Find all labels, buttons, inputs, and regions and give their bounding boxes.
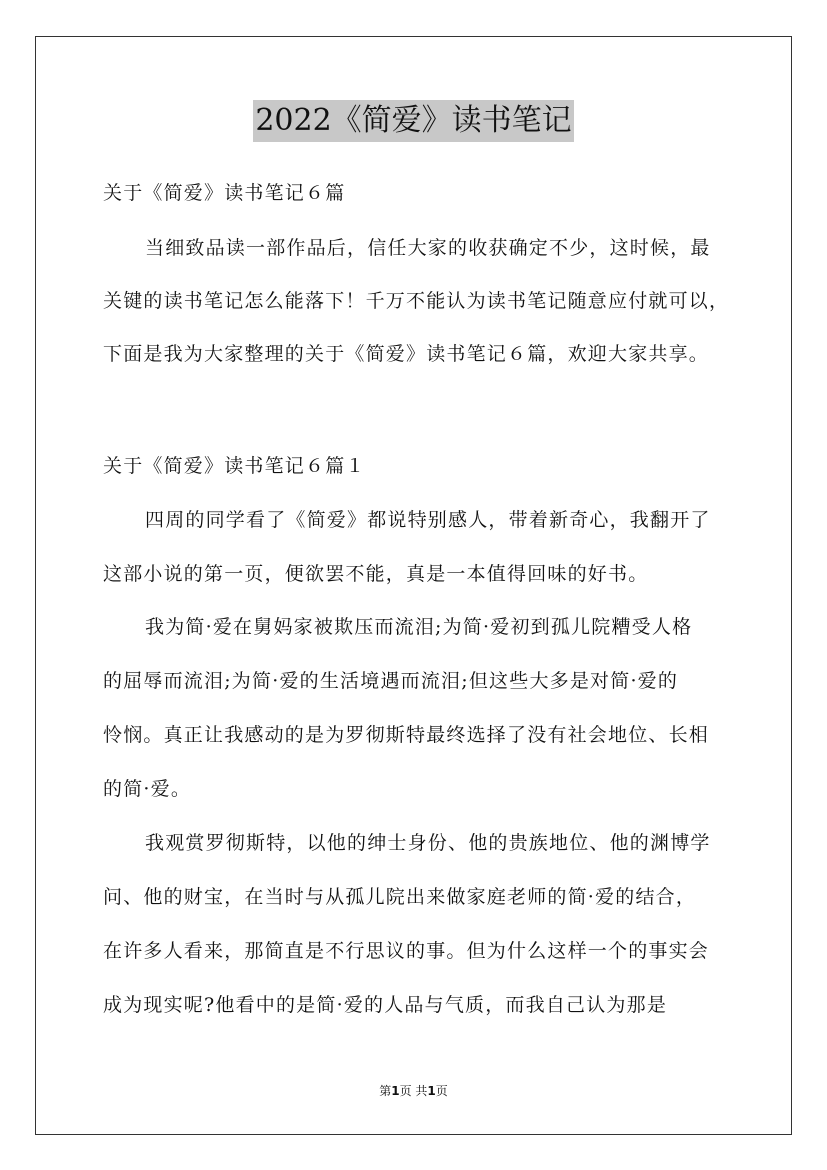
footer-page-mid: 页 共 — [399, 1084, 428, 1098]
paragraph-line: 当细致品读一部作品后，信任大家的收获确定不少，这时候，最 — [145, 237, 711, 259]
footer-page-total: 1 — [427, 1084, 436, 1098]
paragraph-line: 这部小说的第一页，便欲罢不能，真是一本值得回味的好书。 — [103, 563, 649, 585]
paragraph-line: 怜悯。真正让我感动的是为罗彻斯特最终选择了没有社会地位、长相 — [103, 724, 710, 746]
paragraph-line: 下面是我为大家整理的关于《简爱》读书笔记６篇，欢迎大家共享。 — [103, 343, 710, 365]
document-title: 2022《简爱》读书笔记 — [253, 100, 573, 142]
footer-page-prefix: 第 — [379, 1084, 392, 1098]
paragraph-line: 我为简·爱在舅妈家被欺压而流泪;为简·爱初到孤儿院糟受人格 — [145, 616, 693, 638]
footer-page-suffix: 页 — [435, 1084, 448, 1098]
paragraph-line: 的简·爱。 — [103, 778, 192, 800]
section-heading: 关于《简爱》读书笔记６篇 — [103, 182, 346, 204]
footer-page-number: 1 — [391, 1084, 400, 1098]
page-footer — [0, 1083, 827, 1099]
section-heading: 关于《简爱》读书笔记６篇１ — [103, 455, 366, 477]
paragraph-line: 在许多人看来，那简直是不行思议的事。但为什么这样一个的事实会 — [103, 940, 710, 962]
paragraph-line: 成为现实呢?他看中的是简·爱的人品与气质，而我自己认为那是 — [103, 994, 668, 1016]
paragraph-line: 四周的同学看了《简爱》都说特别感人，带着新奇心，我翻开了 — [145, 509, 711, 531]
paragraph-line: 的屈辱而流泪;为简·爱的生活境遇而流泪;但这些大多是对简·爱的 — [103, 670, 679, 692]
paragraph-line: 关键的读书笔记怎么能落下！千万不能认为读书笔记随意应付就可以， — [103, 290, 730, 312]
paragraph-line: 问、他的财宝，在当时与从孤儿院出来做家庭老师的简·爱的结合， — [103, 886, 697, 908]
paragraph-line: 我观赏罗彻斯特，以他的绅士身份、他的贵族地位、他的渊博学 — [145, 832, 711, 854]
title-container — [0, 100, 827, 142]
